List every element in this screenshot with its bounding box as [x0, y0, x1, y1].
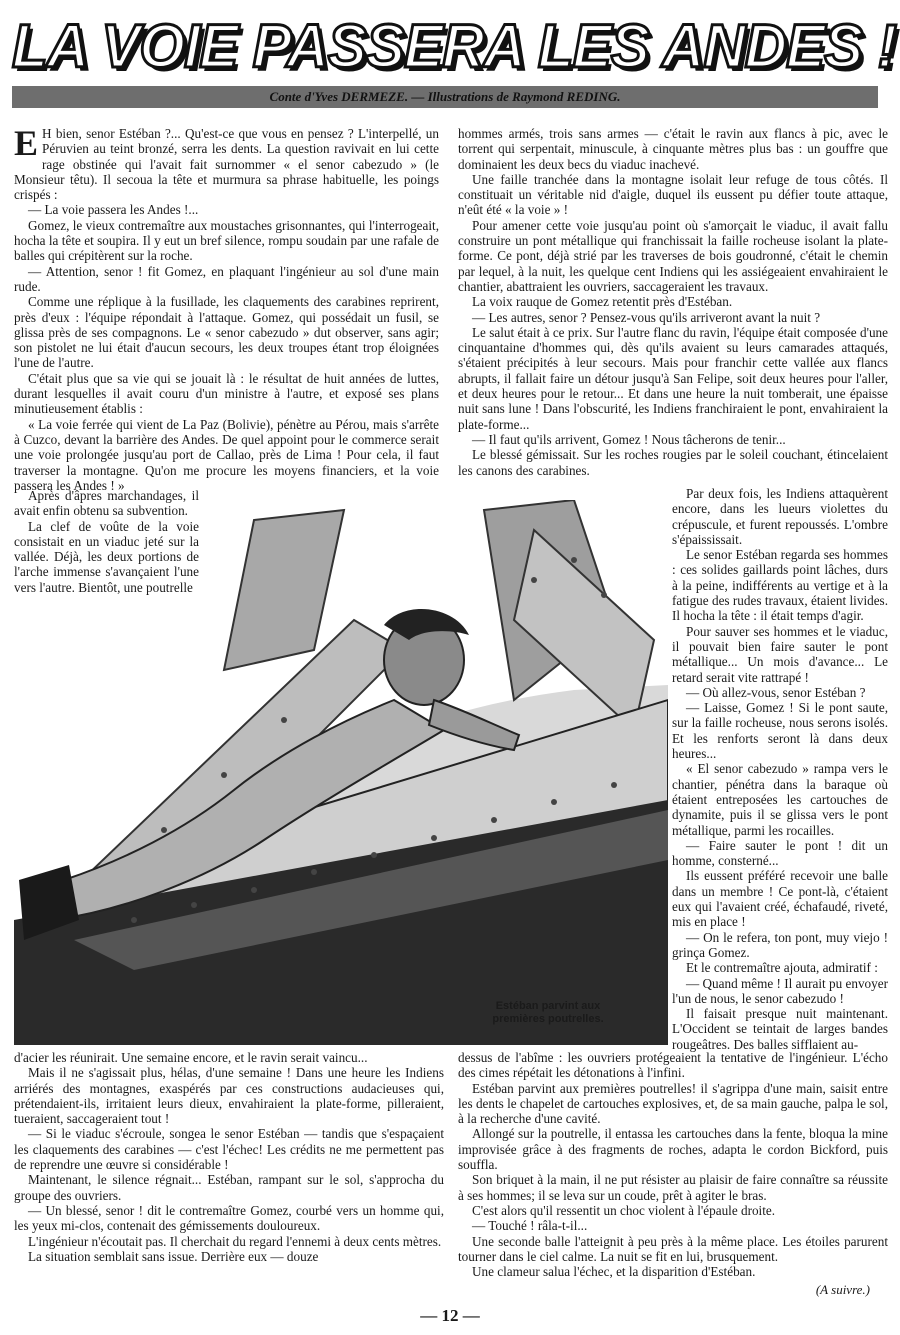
paragraph: Mais il ne s'agissait plus, hélas, d'une semaine ! Dans une heure les Indiens arriérés des montagnes, exaspérés par ces constructions audacieuses qui, prétendaient-ils, irritaient leurs dieux, envahiraient la plate-forme, pilleraient, tueraient, saccageraient tout ! [14, 1065, 444, 1127]
paragraph: Ils eussent préféré recevoir une balle dans un membre ! Ce pont-là, c'étaient eux qui l'avaient créé, échafaudé, riveté, mis en place ! [672, 868, 888, 930]
paragraph: Estéban parvint aux premières poutrelles! il s'agrippa d'une main, saisit entre les dents le chapelet de cartouches explosives, et, de sa main gauche, palpa le sol, à la recherche d'une cavité. [458, 1080, 888, 1127]
paragraph: C'était plus que sa vie qui se jouait là : le résultat de huit années de luttes, durant lesquelles il avait couru d'un ministre à l'autre, et exposé ses plans minutieusement établis : [14, 370, 439, 417]
column-2-bottom [458, 1050, 888, 1279]
page-number: — 12 — [420, 1306, 480, 1325]
column-1-beside-illustration [14, 488, 199, 595]
paragraph: La voix rauque de Gomez retentit près d'Estéban. [472, 294, 733, 310]
paragraph: — La voie passera les Andes !... [28, 202, 199, 218]
paragraph: Une faille tranchée dans la montagne isolait leur refuge de tous côtés. Il constituait un véritable nid d'aigle, duquel ils eussent pu défier toute attaque, n'eût été « la voie » ! [458, 171, 888, 218]
to-be-continued: (A suivre.) [815, 1282, 870, 1297]
drop-cap: E [14, 123, 39, 163]
paragraph: d'acier les réunirait. Une semaine encore, et le ravin serait vaincu... [14, 1050, 368, 1065]
paragraph: dessus de l'abîme : les ouvriers protégeaient la tentative de l'ingénieur. L'écho des cimes répétait les détonations à l'infini. [458, 1050, 888, 1081]
paragraph: Le senor Estéban regarda ses hommes : ces solides gaillards point lâches, durs à la peine, indifférents au vertige et à la fatigue des rudes travaux, étaient livides. Il hocha la tête : il était temps d'agir. [672, 547, 888, 624]
paragraph: Et le contremaître ajouta, admiratif : [686, 960, 878, 976]
paragraph: E H bien, senor Estéban ?... Qu'est-ce que vous en pensez ? L'interpellé, un Péruvien au teint bronzé, serra les dents. La question ravivait en lui cette rage obstinée qui l'avait fait surnommer « el senor cabezudo » (le Monsieur têtu). Il secoua la tête et murmura sa phrase habituelle, les poings crispés : [14, 123, 439, 203]
paragraph: Pour sauver ses hommes et le viaduc, il pouvait bien faire sauter le pont métallique... Un mois d'avance... Le retard serait vite rattrapé ! [672, 623, 888, 685]
paragraph: Par deux fois, les Indiens attaquèrent encore, dans les lueurs violettes du crépuscule, et furent repoussés. L'ombre s'épaississait. [672, 486, 888, 547]
illustration-caption: Estéban parvint aux premières poutrelles. [492, 1000, 604, 1025]
paragraph: Le blessé gémissait. Sur les roches rougies par le soleil couchant, étincelaient les canons des carabines. [458, 447, 888, 478]
paragraph: Il faisait presque nuit maintenant. L'Occident se teintait de larges bandes rougeâtres. Des balles sifflaient au- [672, 1006, 888, 1052]
paragraph: Comme une réplique à la fusillade, les claquements des carabines reprirent, près d'eux : l'équipe répondait à l'attaque. Gomez, qui possédait un fusil, se glissa près de ses compagnons. Le « senor cabezudo » dut observer, sans agir; son pistolet ne lui était d'aucun secours, les deux troupes étant trop éloignées l'une de l'autre. [14, 294, 439, 371]
article-title: LA VOIE PASSERA LES ANDES ! [12, 12, 897, 80]
paragraph: hommes armés, trois sans armes — c'était le ravin aux flancs à pic, avec le torrent qui serpentait, minuscule, à cinquante mètres plus bas : un gouffre que dominaient les deux becs du viaduc inachevé. [458, 126, 888, 172]
column-2-beside-illustration [672, 486, 888, 1052]
column-1-top [14, 123, 439, 493]
paragraph: Après d'âpres marchandages, il avait enfin obtenu sa subvention. [14, 488, 199, 519]
paragraph: — Quand même ! Il aurait pu envoyer l'un de nous, le senor cabezudo ! [672, 975, 888, 1006]
paragraph: « El senor cabezudo » rampa vers le chantier, pénétra dans la baraque où étaient entreposées les cartouches de dynamite, puis il se glissa vers le pont métallique, parmi les rocailles. [672, 761, 888, 838]
column-2-top [458, 126, 888, 478]
paragraph: « La voie ferrée qui vient de La Paz (Bolivie), pénètre au Pérou, mais s'arrête à Cuzco, devant la barrière des Andes. De quel appoint pour le commerce serait une voie prolongée jusqu'au port de Callao, près de Lima ! Pour cela, il faut traverser la montagne. Qu'on me procure les moyens financiers, et la voie passera les Andes ! » [14, 416, 439, 493]
paragraph: Gomez, le vieux contremaître aux moustaches grisonnantes, qui l'interrogeait, hocha la tête et soupira. Il y eut un bref silence, rompu soudain par une rafale de balles qui crépitèrent sur la roche. [14, 217, 439, 264]
column-1-bottom [14, 1050, 444, 1264]
paragraph: — Les autres, senor ? Pensez-vous qu'ils arriveront avant la nuit ? [472, 309, 821, 325]
paragraph: La situation semblait sans issue. Derrière eux — douze [28, 1248, 319, 1264]
paragraph: Une seconde balle l'atteignit à peu près à la même place. Les étoiles parurent tourner dans le ciel calme. La nuit se fit en lui, brusquement. [458, 1233, 888, 1264]
paragraph: — Où allez-vous, senor Estéban ? [686, 684, 866, 700]
paragraph: Allongé sur la poutrelle, il entassa les cartouches dans la fente, bloqua la mine improvisée grâce à des fragments de roches, adapta le cordon Bickford, puis souffla. [458, 1126, 888, 1173]
paragraph: — Touché ! râla-t-il... [472, 1218, 588, 1234]
paragraph: Pour amener cette voie jusqu'au point où s'amorçait le viaduc, il avait fallu construire un pont métallique qui franchissait la faille rocheuse isolant la plate-forme. Ce pont, déjà strié par les traverses de bois goudronné, c'était le chemin par lequel, à la nuit, les quelque cent Indiens qui les assiégeaient envahiraient le chantier, abattraient les ouvriers, saccageraient les travaux. [458, 217, 888, 294]
paragraph: C'est alors qu'il ressentit un choc violent à l'épaule droite. [472, 1202, 776, 1218]
paragraph: — On le refera, ton pont, muy viejo ! grinça Gomez. [672, 929, 888, 960]
paragraph: — Attention, senor ! fit Gomez, en plaquant l'ingénieur au sol d'une main rude. [14, 263, 439, 294]
paragraph: Une clameur salua l'échec, et la disparition d'Estéban. [472, 1264, 756, 1280]
paragraph: — Si le viaduc s'écroule, songea le senor Estéban — tandis que s'espaçaient les claquements des carabines — c'est l'échec! Les crédits ne me permettent pas de reprendre une œuvre si considérable ! [14, 1126, 444, 1173]
paragraph: — Faire sauter le pont ! dit un homme, consterné... [672, 837, 888, 869]
paragraph: L'ingénieur n'écoutait pas. Il cherchait du regard l'ennemi à deux cents mètres. [28, 1233, 442, 1249]
paragraph: — Laisse, Gomez ! Si le pont saute, sur la faille rocheuse, nous serons isolés. Et les renforts seront là dans deux heures... [672, 700, 888, 762]
paragraph: La clef de voûte de la voie consistait en un viaduc jeté sur la vallée. Déjà, les deux portions de l'arche immense s'avançaient l'une vers l'autre. Bientôt, une poutrelle [14, 518, 199, 595]
paragraph: Le salut était à ce prix. Sur l'autre flanc du ravin, l'équipe était composée d'une cinquantaine d'hommes qui, dès qu'ils avaient su leurs camarades attaqués, s'étaient précipités à leur secours. Mais pour franchir cette vallée aux flancs abrupts, il fallait faire un détour jusqu'à San Felipe, soit deux heures pour l'aller, et deux heures pour le retour... Et dans une heure la nuit tomberait, une épaisse nuit sans lune ! Dans l'obscurité, les Indiens franchiraient le pont, envahiraient la plate-forme... [458, 324, 888, 432]
byline: Conte d'Yves DERMEZE. — Illustrations de Raymond REDING. [12, 86, 878, 108]
paragraph: Maintenant, le silence régnait... Estéban, rampant sur le sol, s'approcha du groupe des ouvriers. [14, 1172, 444, 1203]
paragraph: — Il faut qu'ils arrivent, Gomez ! Nous tâcherons de tenir... [472, 431, 786, 447]
paragraph: — Un blessé, senor ! dit le contremaître Gomez, courbé vers un homme qui, les yeux mi-clos, contenait des gémissements douloureux. [14, 1202, 444, 1234]
paragraph: Son briquet à la main, il ne put résister au plaisir de faire connaître sa réussite à ses hommes; il se leva sur un coude, prêt à agiter le bras. [458, 1172, 888, 1203]
